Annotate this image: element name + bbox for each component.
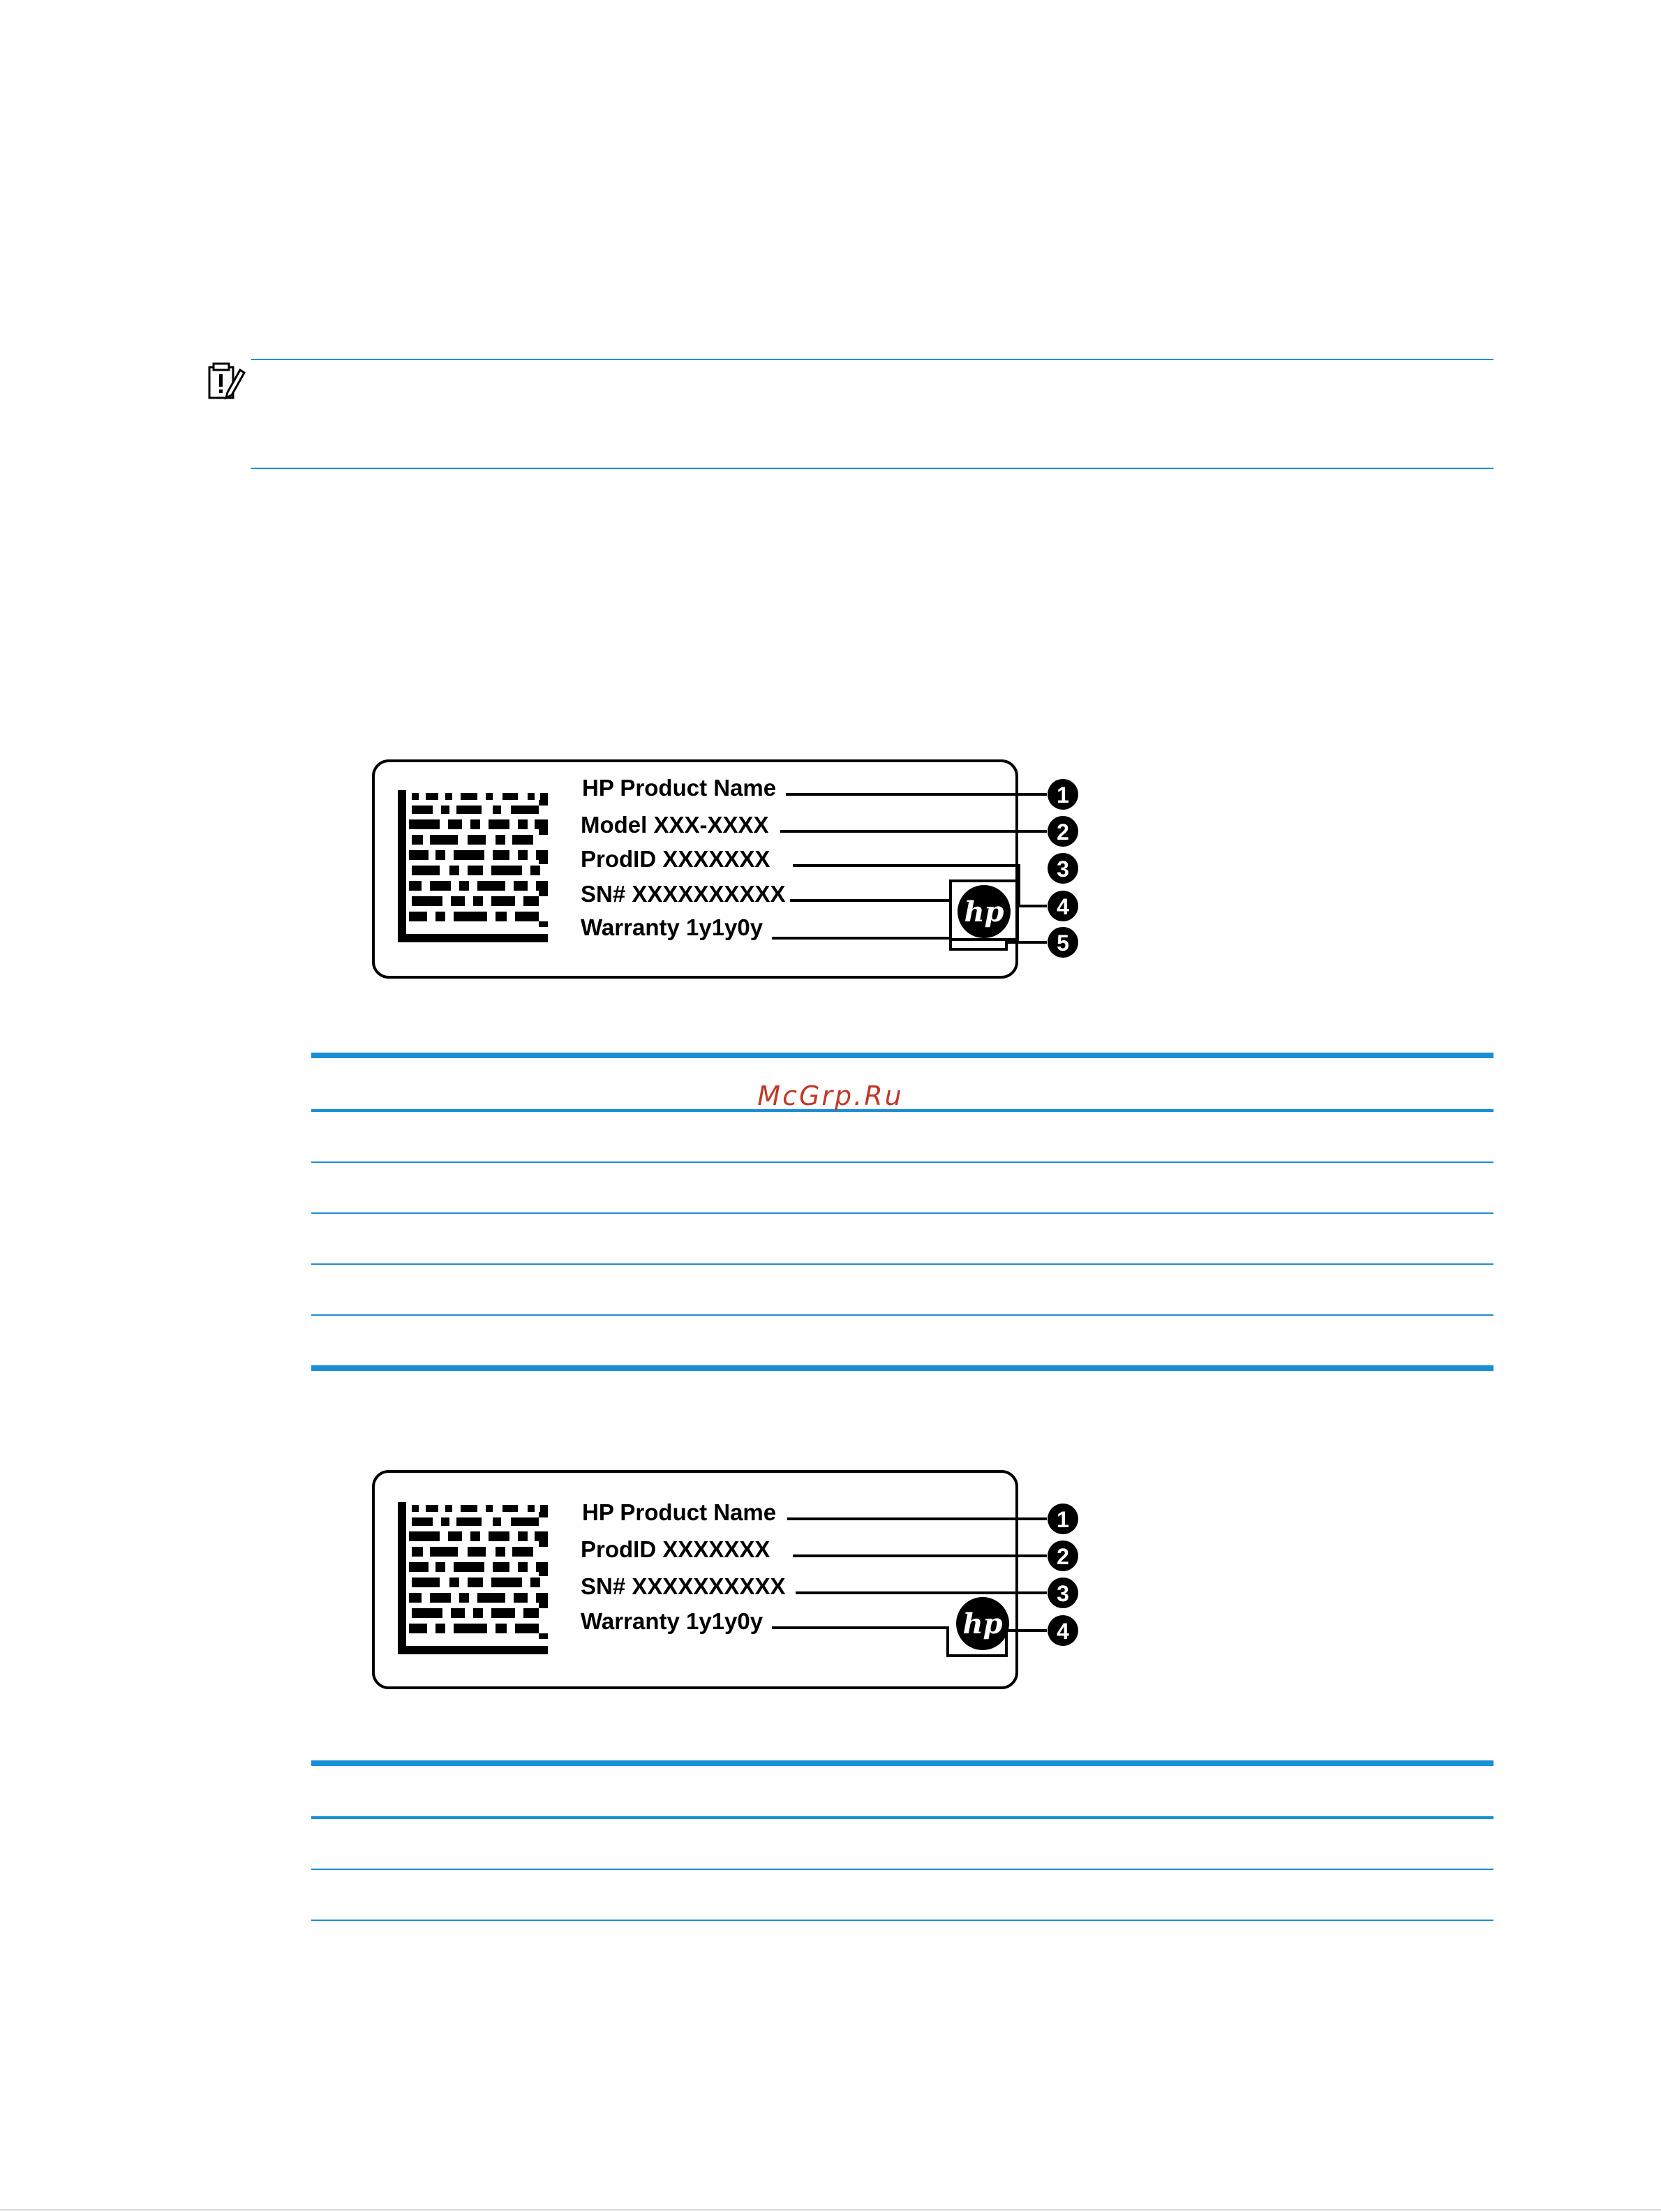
label2-text-3: SN# XXXXXXXXXX — [581, 1573, 786, 1599]
label2-text-4: Warranty 1y1y0y — [581, 1608, 764, 1634]
table2-row-rule — [311, 1869, 1494, 1870]
svg-text:3: 3 — [1057, 856, 1069, 882]
note-top-rule — [251, 359, 1494, 360]
table2-header-rule — [311, 1816, 1494, 1819]
svg-text:3: 3 — [1057, 1581, 1069, 1606]
label1-text-5: Warranty 1y1y0y — [581, 914, 764, 940]
note-bottom-rule — [251, 468, 1494, 469]
watermark-text: McGrp.Ru — [757, 1081, 904, 1111]
svg-text:1: 1 — [1057, 782, 1069, 808]
table2-top-rule — [311, 1760, 1494, 1766]
label2-text-1: HP Product Name — [582, 1499, 777, 1525]
label1-text-3: ProdID XXXXXXX — [581, 846, 770, 872]
table1-top-rule — [311, 1053, 1494, 1058]
label1-text-1: HP Product Name — [582, 775, 777, 801]
svg-text:1: 1 — [1057, 1507, 1069, 1532]
svg-text:2: 2 — [1057, 819, 1069, 845]
table1-row-rule — [311, 1263, 1494, 1265]
svg-text:hp: hp — [964, 896, 1004, 928]
service-label-illustration-2 — [363, 1463, 1089, 1700]
svg-text:hp: hp — [962, 1608, 1003, 1640]
table1-bottom-rule — [311, 1365, 1494, 1371]
label2-text-2: ProdID XXXXXXX — [581, 1536, 770, 1562]
table1-row-rule — [311, 1314, 1494, 1316]
datamatrix-barcode — [398, 790, 548, 942]
hp-logo — [956, 1597, 1009, 1650]
svg-text:5: 5 — [1057, 930, 1069, 956]
service-label-illustration-1 — [363, 754, 1089, 991]
svg-text:2: 2 — [1057, 1544, 1069, 1569]
table1-row-rule — [311, 1212, 1494, 1214]
svg-text:4: 4 — [1057, 894, 1069, 919]
table1-row-rule — [311, 1161, 1494, 1163]
label1-text-4: SN# XXXXXXXXXX — [581, 881, 786, 907]
footer-rule — [0, 2209, 1661, 2211]
hp-logo — [958, 885, 1011, 938]
table2-row-rule — [311, 1920, 1494, 1921]
svg-text:4: 4 — [1057, 1619, 1069, 1644]
label1-text-2: Model XXX-XXXX — [581, 812, 769, 838]
callout-numbers-1 — [1048, 779, 1078, 958]
important-note-icon — [207, 362, 246, 401]
callout-numbers-2 — [1048, 1504, 1078, 1646]
